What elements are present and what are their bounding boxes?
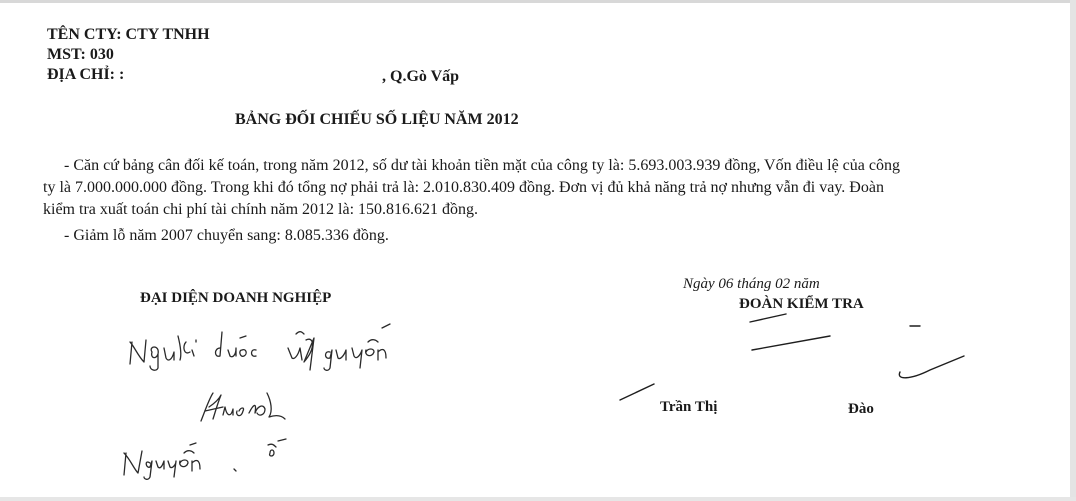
paragraph-1-line-3: kiểm tra xuất toán chi phí tài chính năm 2012 là: 150.816.621 đồng.: [43, 201, 479, 218]
handwritten-signature-inspection: [600, 300, 1000, 415]
handwritten-signature-company: [195, 385, 290, 430]
inspector-name-first: Trần Thị: [660, 399, 718, 415]
scan-edge-top: [0, 0, 1076, 3]
document-title: BẢNG ĐỐI CHIẾU SỐ LIỆU NĂM 2012: [235, 111, 519, 128]
company-name: TÊN CTY: CTY TNHH: [47, 26, 210, 43]
date-line: Ngày 06 tháng 02 năm: [683, 276, 820, 292]
inspection-team-heading: ĐOÀN KIỂM TRA: [739, 296, 864, 312]
handwritten-authorized-note: [120, 312, 410, 372]
paragraph-2: - Giảm lỗ năm 2007 chuyển sang: 8.085.336 đồng.: [64, 227, 389, 244]
tax-code: MST: 030: [47, 46, 114, 63]
handwritten-name-nguyen: [118, 435, 298, 480]
scan-edge-bottom: [0, 497, 1076, 501]
paragraph-1-line-2: ty là 7.000.000.000 đồng. Trong khi đó tổng nợ phải trả là: 2.010.830.409 đồng. Đơn vị đủ khả năng trả nợ nhưng vẫn đi vay. Đoàn: [43, 179, 884, 196]
company-representative-heading: ĐẠI DIỆN DOANH NGHIỆP: [140, 290, 332, 306]
paragraph-1-line-1: - Căn cứ bảng cân đối kế toán, trong năm 2012, số dư tài khoản tiền mặt của công ty là: 5.693.003.939 đồng, Vốn điều lệ của công: [64, 157, 900, 174]
scan-edge-right: [1070, 0, 1076, 501]
inspector-name-last: Đào: [848, 401, 874, 417]
address-district: , Q.Gò Vấp: [382, 68, 460, 85]
address-label: ĐỊA CHỈ: :: [47, 66, 125, 83]
